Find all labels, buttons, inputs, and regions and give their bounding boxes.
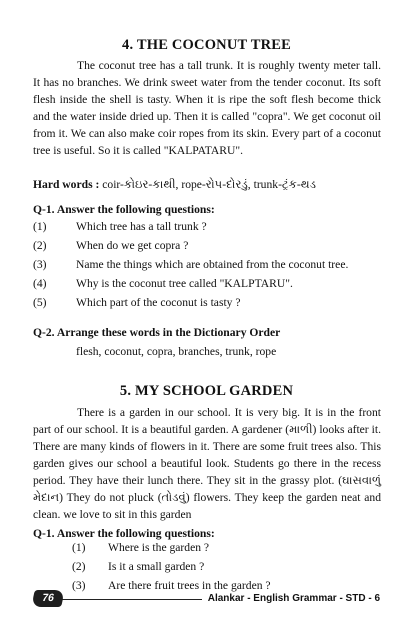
question-item <box>33 236 383 255</box>
hard-words-line <box>33 176 316 193</box>
question-item <box>72 538 413 557</box>
question-item <box>33 274 383 293</box>
question-text: Which part of the coconut is tasty ? <box>76 296 241 309</box>
question-item <box>33 255 383 274</box>
question-text: Name the things which are obtained from the coconut tree. <box>76 258 349 271</box>
question-text: Where is the garden ? <box>108 541 210 554</box>
question-text: Is it a small garden ? <box>108 560 205 573</box>
q1-heading-garden: Q-1. Answer the following questions: <box>33 527 215 540</box>
hard-words-label: Hard words : <box>33 178 100 191</box>
page-number-badge: 76 <box>31 590 65 607</box>
question-text: Why is the coconut tree called "KALPTARU". <box>76 277 293 290</box>
question-number: (1) <box>72 541 86 554</box>
question-number: (3) <box>72 579 86 592</box>
dictionary-order-words: flesh, coconut, copra, branches, trunk, rope <box>76 345 277 358</box>
footer-book-title: Alankar - English Grammar - STD - 6 <box>202 593 380 605</box>
coconut-tree-paragraph: The coconut tree has a tall trunk. It is roughly twenty meter tall. It has no branches. We drink sweet water from the tender coconut. Its soft flesh inside the shell is tasty. When it is ripe the soft flesh become thick and the water inside dried up. Then it is called "copra". We get coconut oil from it. We can also make coir ropes from its skin. Every part of a coconut tree is useful. So it is called "KALPATARU". <box>33 59 381 157</box>
question-number: (5) <box>33 296 47 309</box>
question-text: When do we get copra ? <box>76 239 189 252</box>
hard-words-list: coir-કોઇર-કાથી, rope-રોપ-દોરડું, trunk-ટ્રંક-થડ <box>102 178 316 191</box>
q2-heading-coconut: Q-2. Arrange these words in the Dictionary Order <box>33 326 281 339</box>
question-item <box>33 217 383 236</box>
question-number: (2) <box>33 239 47 252</box>
section-title-coconut-tree: 4. THE COCONUT TREE <box>122 37 291 53</box>
section-title-school-garden: 5. MY SCHOOL GARDEN <box>119 383 294 399</box>
q1-heading-coconut: Q-1. Answer the following questions: <box>33 203 215 216</box>
question-item <box>72 557 413 576</box>
q1-list-garden <box>72 538 413 595</box>
question-number: (2) <box>72 560 86 573</box>
question-number: (4) <box>33 277 47 290</box>
question-text: Are there fruit trees in the garden ? <box>108 579 271 592</box>
q1-list-coconut <box>33 217 383 312</box>
school-garden-paragraph: There is a garden in our school. It is very big. It is in the front part of our school. It is a beautiful garden. A gardener (માળી) looks after it. There are many kinds of flowers in it. There are some fruit trees also. This garden gives our school a beautiful look. Students go there in the recess period. They have their lunch there. They sit in the grassy plot. (ઘાસવાળું મેદાન) They do not pluck (તોડવું) flowers. They keep the garden neat and clean. we love to sit in this garden <box>33 406 381 521</box>
question-text: Which tree has a tall trunk ? <box>76 220 207 233</box>
question-item <box>33 293 383 312</box>
question-number: (3) <box>33 258 47 271</box>
question-number: (1) <box>33 220 47 233</box>
